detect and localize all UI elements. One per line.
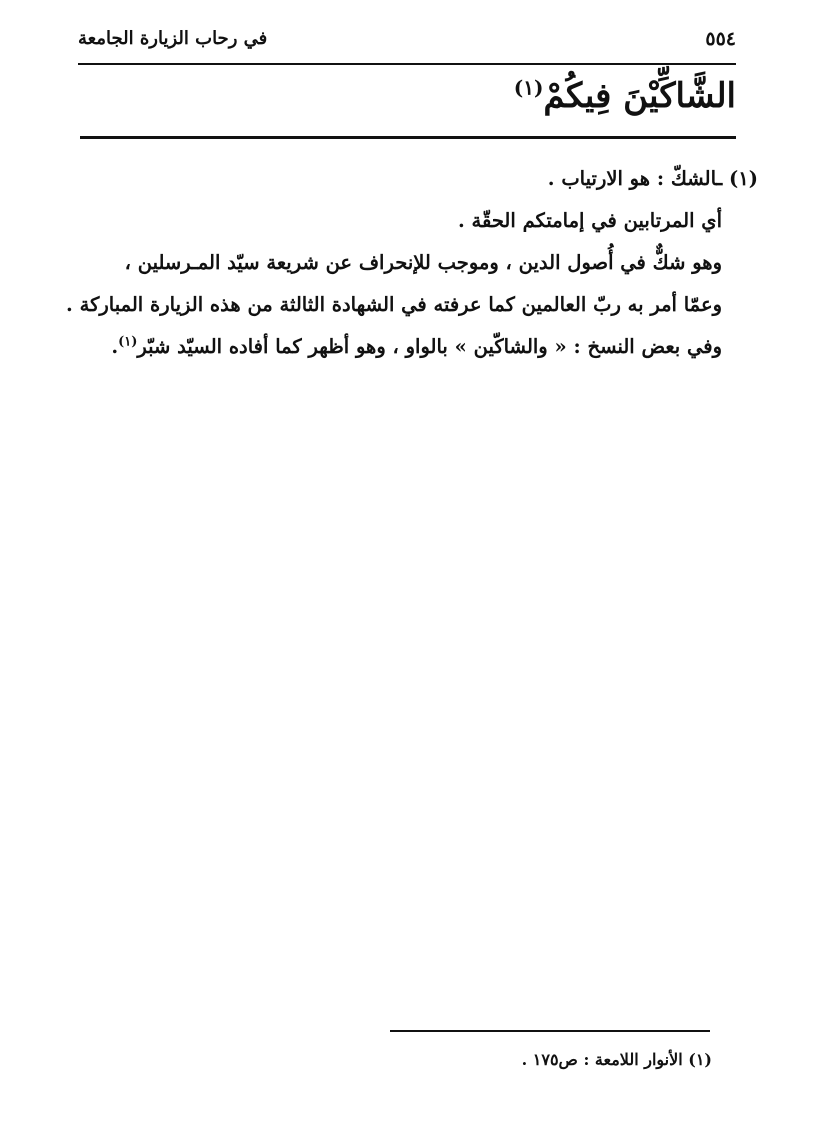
- main-phrase-text: الشَّاكِّيْنَ فِيكُمْ: [543, 76, 736, 116]
- commentary-definition-line: [68, 158, 758, 200]
- commentary-line: وعمّا أمر به ربّ العالمين كما عرفته في الشهادة الثالثة من هذه الزيارة المباركة .: [66, 293, 722, 316]
- running-header-title: في رحاب الزيارة الجامعة: [78, 28, 268, 49]
- main-phrase: [514, 76, 736, 116]
- phrase-rule: [80, 136, 736, 139]
- header-rule: [78, 63, 736, 65]
- commentary-block: [68, 158, 758, 368]
- commentary-line: أي المرتابين في إمامتكم الحقّة .: [457, 209, 722, 232]
- commentary-term: الشكّ: [670, 167, 717, 190]
- footnote: (١) الأنوار اللامعة : ص١٧٥ .: [521, 1050, 712, 1069]
- commentary-line: وفي بعض النسخ : « والشاكّين » بالواو ، وهو أظهر كما أفاده السيّد شبّر: [137, 335, 722, 358]
- footnote-rule: [390, 1030, 710, 1032]
- commentary-line-last: وفي بعض النسخ : « والشاكّين » بالواو ، وهو أظهر كما أفاده السيّد شبّر$^{(١)}$.: [111, 334, 722, 358]
- commentary-note-ref: (١): [118, 334, 138, 350]
- page-number: ٥٥٤: [705, 28, 736, 50]
- commentary-definition: : هو الارتياب .: [547, 167, 665, 190]
- main-phrase-note-ref: (١): [513, 75, 544, 100]
- commentary-line: وهو شكٌّ في أُصول الدين ، وموجب للإنحراف عن شريعة سيّد المـرسلين ،: [124, 251, 722, 274]
- commentary-note-label: (١) ـ: [716, 167, 758, 190]
- running-header: [78, 22, 736, 56]
